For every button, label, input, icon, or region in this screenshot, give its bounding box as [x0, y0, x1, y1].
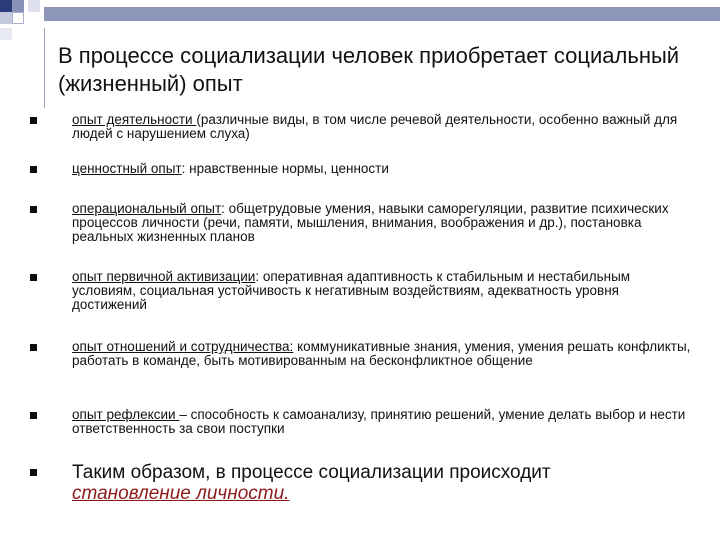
item-text — [72, 202, 692, 244]
item-description: коммуникативные знания, умения, умения решать конфликты, работать в команде, быть мотивированным на бесконфликтное общение — [72, 339, 691, 368]
item-description: : общетрудовые умения, навыки саморегуляции, развитие психических процессов личности (речи, памяти, мышления, внимания, воображения и др.), постановка реальных жизненных планов — [72, 201, 669, 244]
conclusion-term: становление личности. — [72, 483, 290, 504]
item-term: опыт первичной активизации — [72, 269, 256, 284]
item-term: опыт деятельности — [72, 112, 197, 127]
square-bullet-icon — [30, 412, 37, 419]
corner-square-faint-2 — [0, 28, 12, 40]
square-bullet-icon — [30, 274, 37, 281]
item-text — [72, 340, 692, 368]
corner-square-dark — [0, 0, 12, 12]
corner-square-light — [0, 12, 12, 24]
item-term: операциональный опыт — [72, 201, 222, 216]
corner-square-mid — [12, 0, 24, 12]
slide-title: В процессе социализации человек приобретает социальный (жизненный) опыт — [58, 43, 680, 96]
square-bullet-icon — [30, 206, 37, 213]
square-bullet-icon — [30, 166, 37, 173]
header-bar — [44, 7, 720, 21]
item-text — [72, 408, 692, 436]
item-description: – способность к самоанализу, принятию решений, умение делать выбор и нести ответственность за свои поступки — [72, 407, 686, 436]
item-text — [72, 162, 692, 176]
item-text — [72, 270, 692, 312]
item-description: : нравственные нормы, ценности — [181, 161, 389, 176]
square-bullet-icon — [30, 117, 37, 124]
conclusion-text — [72, 462, 692, 504]
item-term: ценностный опыт — [72, 161, 182, 176]
item-text — [72, 113, 692, 141]
square-bullet-icon — [30, 344, 37, 351]
corner-square-outline — [12, 12, 24, 24]
item-term: опыт рефлексии — [72, 407, 180, 422]
title-rule — [44, 28, 45, 108]
item-description: (различные виды, в том числе речевой деятельности, особенно важный для людей с нарушением слуха) — [72, 112, 678, 141]
conclusion-lead: Таким образом, в процессе социализации происходит — [72, 462, 551, 483]
square-bullet-icon — [30, 469, 37, 476]
item-term: опыт отношений и сотрудничества: — [72, 339, 294, 354]
item-description: : оперативная адаптивность к стабильным и нестабильным условиям, социальная устойчивость к негативным воздействиям, адекватность уровня достижений — [72, 269, 631, 312]
corner-square-faint — [28, 0, 40, 12]
